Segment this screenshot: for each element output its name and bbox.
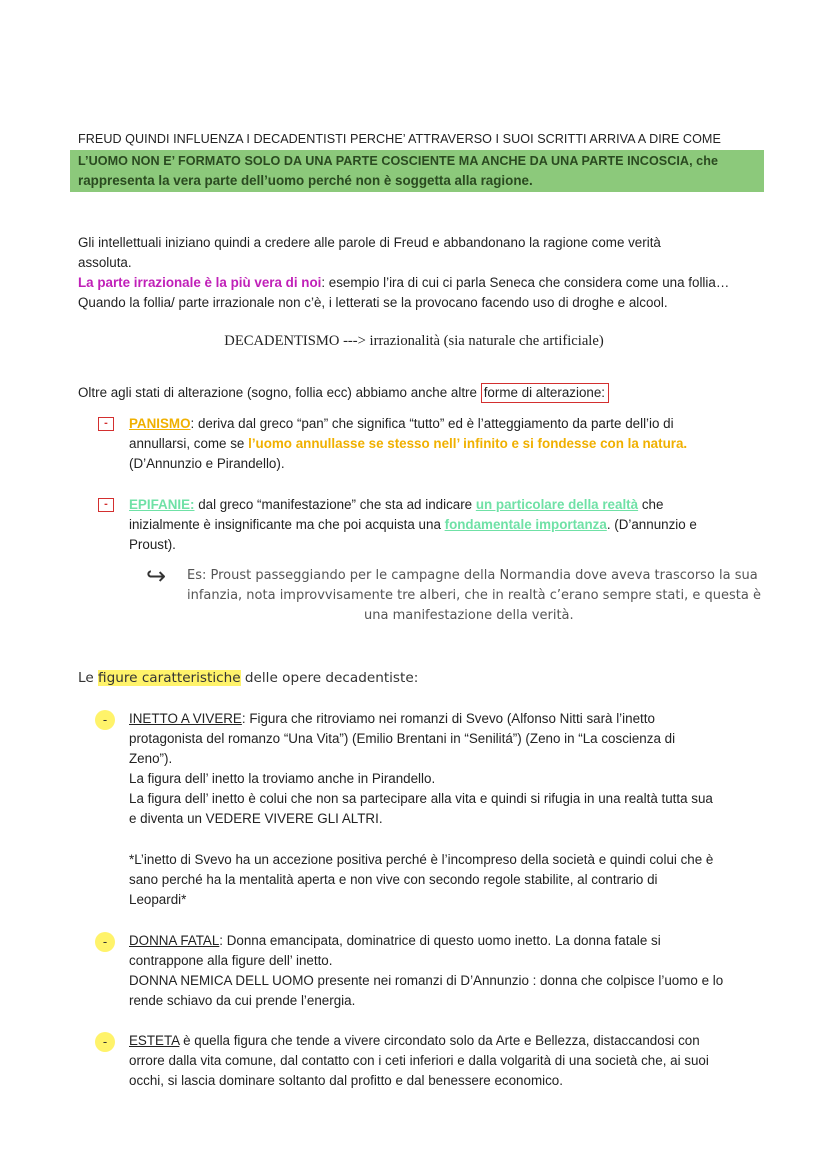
intro-line-3: rappresenta la vera parte dell’uomo perché non è soggetta alla ragione. <box>78 173 533 188</box>
donna-term: DONNA FATAL <box>129 933 220 948</box>
panismo-highlight: l’uomo annullasse se stesso nell’ infinito e si fondesse con la natura. <box>248 436 688 451</box>
para1-line-1: Gli intellettuali iniziano quindi a credere alle parole di Freud e abbandonano la ragione come verità <box>78 235 661 250</box>
inetto-note-1: *L’inetto di Svevo ha un accezione positiva perché è l’incompreso della società e quindi colui che è <box>129 852 714 867</box>
donna-line-3: DONNA NEMICA DELL UOMO presente nei romanzi di D’Annunzio : donna che colpisce l’uomo e lo <box>129 973 724 988</box>
intro-line-2: L’UOMO NON E’ FORMATO SOLO DA UNA PARTE COSCIENTE MA ANCHE DA UNA PARTE INCOSCIA, che <box>78 154 719 168</box>
epifanie-highlight-1: un particolare della realtà <box>475 497 639 512</box>
inetto-term: INETTO A VIVERE <box>129 711 242 726</box>
decadentismo-line: DECADENTISMO ---> irrazionalità (sia naturale che artificiale) <box>224 333 604 349</box>
inetto-line-2: protagonista del romanzo “Una Vita”) (Emilio Brentani in “Senilitá”) (Zeno in “La coscienza di <box>129 731 676 746</box>
esteta-line-3: occhi, si lascia dominare soltanto dal profitto e dal benessere economico. <box>129 1073 563 1088</box>
inetto-line-3: Zeno”). <box>129 751 173 766</box>
para1-line-3: La parte irrazionale è la più vera di noi: esempio l’ira di cui ci parla Seneca che considera come una follia… <box>78 275 730 290</box>
epifanie-line-2: inizialmente è insignificante ma che poi acquista una fondamentale importanza. (D’annunzio e <box>129 517 697 532</box>
esteta-bullet: - <box>95 1032 115 1052</box>
panismo-line-2: annullarsi, come se l’uomo annullasse se stesso nell’ infinito e si fondesse con la natura. <box>129 436 688 451</box>
donna-line-4: rende schiavo da cui prende l’energia. <box>129 993 356 1008</box>
epifanie-line-3: Proust). <box>129 537 176 552</box>
esteta-term: ESTETA <box>129 1033 180 1048</box>
esteta-line-1: ESTETA è quella figura che tende a vivere circondato solo da Arte e Bellezza, distaccandosi con <box>129 1033 700 1048</box>
epifanie-term: EPIFANIE: <box>129 497 195 512</box>
para1-line-2: assoluta. <box>78 255 132 270</box>
proust-note-line-3: una manifestazione della verità. <box>364 608 574 623</box>
esteta-line-2: orrore dalla vita comune, dal contatto con i ceti inferiori e dalla volgarità di una società che, ai suoi <box>129 1053 709 1068</box>
panismo-line-1: PANISMO: deriva dal greco “pan” che significa “tutto” ed è l’atteggiamento da parte dell’io di <box>129 416 674 431</box>
panismo-marker: - <box>98 417 114 431</box>
panismo-line-3: (D’Annunzio e Pirandello). <box>129 456 285 471</box>
epifanie-marker: - <box>98 498 114 512</box>
para1-line-4: Quando la follia/ parte irrazionale non c’è, i letterati se la provocano facendo uso di droghe e alcool. <box>78 295 668 310</box>
inetto-line-5: La figura dell’ inetto è colui che non sa partecipare alla vita e quindi si rifugia in una realtà tutta sua <box>129 791 713 806</box>
proust-note-line-1: Es: Proust passeggiando per le campagne della Normandia dove aveva trascorso la sua <box>187 568 758 583</box>
inetto-line-4: La figura dell’ inetto la troviamo anche in Pirandello. <box>129 771 436 786</box>
intro-line-1: FREUD QUINDI INFLUENZA I DECADENTISTI PERCHE’ ATTRAVERSO I SUOI SCRITTI ARRIVA A DIRE COME <box>78 132 721 146</box>
epifanie-highlight-2: fondamentale importanza <box>444 517 607 532</box>
inetto-line-1: INETTO A VIVERE: Figura che ritroviamo nei romanzi di Svevo (Alfonso Nitti sarà l’inetto <box>129 711 655 726</box>
donna-line-1: DONNA FATAL: Donna emancipata, dominatrice di questo uomo inetto. La donna fatale si <box>129 933 661 948</box>
inetto-bullet: - <box>95 710 115 730</box>
donna-bullet: - <box>95 932 115 952</box>
boxed-forme: forme di alterazione: <box>481 383 609 403</box>
inetto-line-6: e diventa un VEDERE VIVERE GLI ALTRI. <box>129 811 383 826</box>
inetto-note-2: sano perché ha la mentalità aperta e non vive con secondo regole stabilite, al contrario di <box>129 872 658 887</box>
figure-heading-highlight: figure caratteristiche <box>98 670 241 686</box>
curved-arrow-icon: ↪ <box>146 562 167 590</box>
epifanie-line-1: EPIFANIE: dal greco “manifestazione” che sta ad indicare un particolare della realtà che <box>129 497 664 512</box>
inetto-note-3: Leopardi* <box>129 892 187 907</box>
irrational-highlight: La parte irrazionale è la più vera di noi <box>78 275 322 290</box>
proust-note-line-2: infanzia, nota improvvisamente tre alberi, che in realtà c’erano sempre stati, e questa è <box>187 588 761 603</box>
alterazione-lead: Oltre agli stati di alterazione (sogno, follia ecc) abbiamo anche altre forme di alterazione: <box>78 383 609 403</box>
figure-heading: Le figure caratteristiche delle opere decadentiste: <box>78 670 419 686</box>
panismo-term: PANISMO <box>129 416 191 431</box>
donna-line-2: contrappone alla figure dell’ inetto. <box>129 953 333 968</box>
